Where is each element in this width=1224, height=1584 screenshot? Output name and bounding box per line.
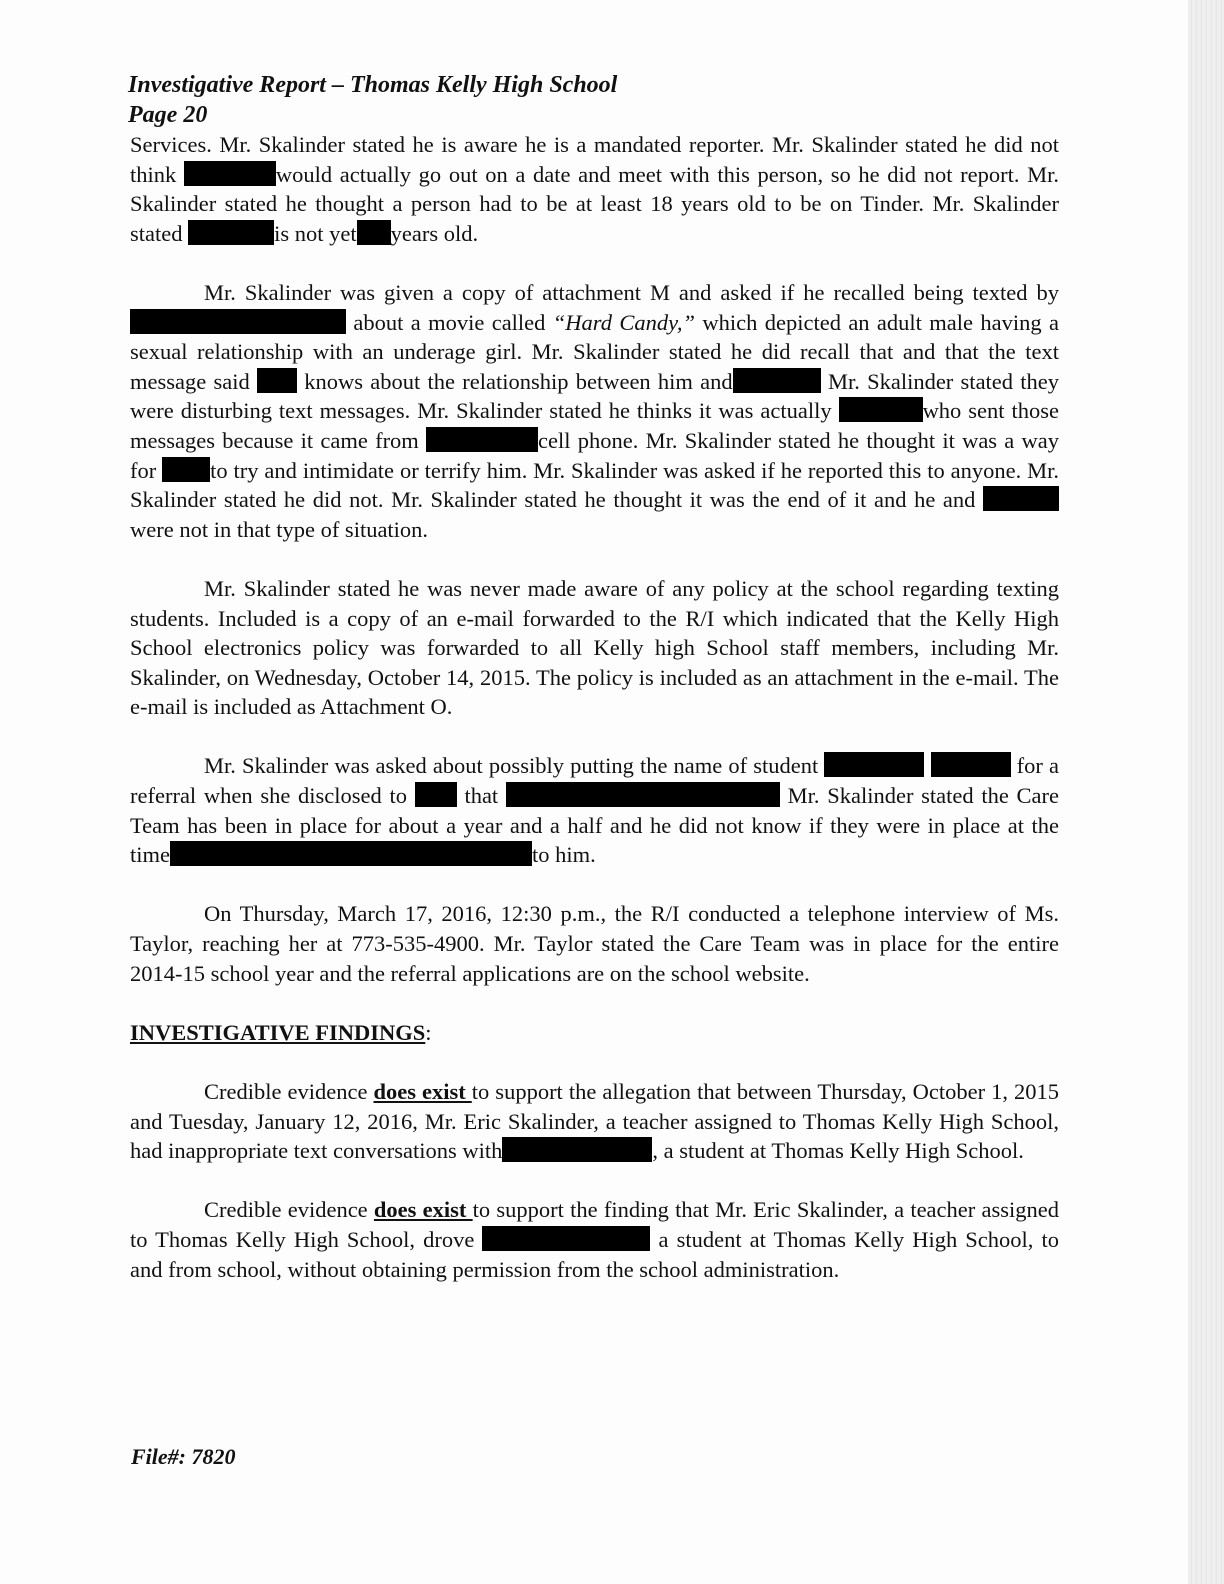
redaction [506, 782, 780, 807]
redaction [257, 368, 297, 393]
redaction [502, 1137, 652, 1162]
finding-1: Credible evidence does exist to support the allegation that between Thursday, October 1, 2015 and Tuesday, January 12, 2016, Mr. Eric Skalinder, a teacher assigned to Thomas Kelly High School, had inappropriate text conversations with , a student at Thomas Kelly High School. [130, 1079, 1059, 1164]
report-header [128, 70, 617, 130]
redaction [184, 161, 276, 186]
report-title: Investigative Report – Thomas Kelly High School [128, 72, 618, 98]
redaction [733, 368, 821, 393]
redaction [357, 220, 391, 245]
redaction [983, 486, 1059, 511]
redaction [162, 457, 210, 482]
redaction [415, 782, 457, 807]
paragraph-continuation: Services. Mr. Skalinder stated he is aware he is a mandated reporter. Mr. Skalinder stated he did not think would actually go out on a date and meet with this person, so he did not report. Mr. Skalinder stated he thought a person had to be at least 18 years old to be on Tinder. Mr. Skalinder stated is not yet years old. [130, 132, 1059, 246]
scan-edge-artifact [1188, 0, 1224, 1584]
paragraph-taylor-interview: On Thursday, March 17, 2016, 12:30 p.m., the R/I conducted a telephone interview of Ms. Taylor, reaching her at 773-535-4900. Mr. Taylor stated the Care Team was in place for the entire 2014-15 school year and the referral applications are on the school website. [130, 901, 1059, 986]
redaction [824, 752, 924, 777]
redaction [188, 220, 274, 245]
finding-2: Credible evidence does exist to support the finding that Mr. Eric Skalinder, a teacher assigned to Thomas Kelly High School, drove a student at Thomas Kelly High School, to and from school, without obtaining permission from the school administration. [130, 1197, 1059, 1282]
redaction [931, 752, 1011, 777]
paragraph-policy: Mr. Skalinder stated he was never made aware of any policy at the school regarding texting students. Included is a copy of an e-mail forwarded to the R/I which indicated that the Kelly High School electronics policy was forwarded to all Kelly high School staff members, including Mr. Skalinder, on Wednesday, October 14, 2015. The policy is included as an attachment in the e-mail. The e-mail is included as Attachment O. [130, 575, 1059, 720]
file-number: File#: 7820 [131, 1444, 236, 1469]
redaction [839, 397, 923, 422]
redaction [482, 1226, 650, 1251]
redaction [426, 427, 538, 452]
movie-title: “Hard Candy,” [552, 309, 695, 335]
report-body [130, 130, 1059, 1284]
paragraph-attachment-m: Mr. Skalinder was given a copy of attachment M and asked if he recalled being texted by about a movie called “Hard Candy,” which depicted an adult male having a sexual relationship with an underage girl. Mr. Skalinder stated he did recall that and that the text message said knows about the relationship between him and Mr. Skalinder stated they were disturbing text messages. Mr. Skalinder stated he thinks it was actually who sent those messages because it came from cell phone. Mr. Skalinder stated he thought it was a way for to try and intimidate or terrify him. Mr. Skalinder was asked if he reported this to anyone. Mr. Skalinder stated he did not. Mr. Skalinder stated he thought it was the end of it and he and were not in that type of situation. [130, 279, 1060, 542]
findings-heading: INVESTIGATIVE FINDINGS: [130, 1019, 432, 1045]
page-number: Page 20 [128, 102, 208, 128]
redaction [130, 309, 346, 334]
paragraph-referral: Mr. Skalinder was asked about possibly putting the name of student for a referral when she disclosed to that Mr. Skalinder stated the Care Team has been in place for about a year and a half and he did not know if they were in place at the time to him. [130, 753, 1060, 868]
redaction [170, 841, 532, 866]
